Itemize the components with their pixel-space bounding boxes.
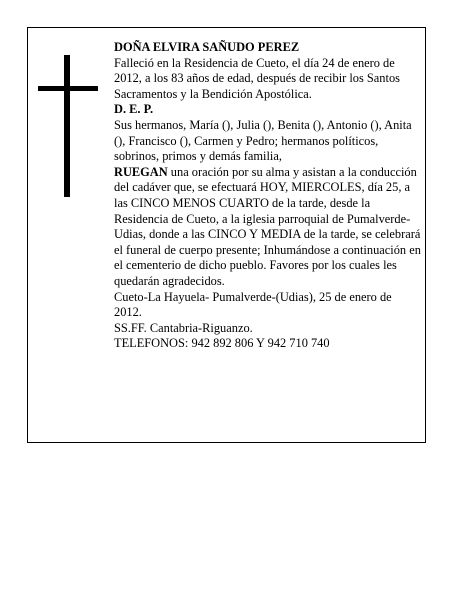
cross-horizontal-bar xyxy=(38,86,98,91)
rip-heading: D. E. P. xyxy=(114,102,154,117)
phone-numbers: TELEFONOS: 942 892 806 Y 942 710 740 xyxy=(114,336,330,351)
cross-vertical-bar xyxy=(64,55,70,197)
obituary-text xyxy=(114,40,422,352)
funeral-request xyxy=(114,165,422,290)
funeral-services: SS.FF. Cantabria-Riguanzo. xyxy=(114,320,253,335)
deceased-name: DOÑA ELVIRA SAÑUDO PEREZ xyxy=(114,40,300,54)
family-list: Sus hermanos, María (), Julia (), Benita (), Antonio (), Anita (), Francisco (), Carmen y Pedro; hermanos políticos, sobrinos, primos y demás familia, xyxy=(114,117,412,164)
request-keyword: RUEGAN xyxy=(114,164,168,179)
request-body: una oración por su alma y asistan a la conducción del cadáver que, se efectuará HOY, MIERCOLES, día 25, a las CINCO MENOS CUARTO de la tarde, desde la Residencia de Cueto, a la iglesia parroquial de Pumalverde-Udias, donde a las CINCO Y MEDIA de la tarde, se celebrará el funeral de cuerpo presente; Inhumándose a continuación en el cementerio de dicho pueblo. Favores por los cuales les quedarán agradecidos. xyxy=(114,164,421,288)
cross-icon xyxy=(38,55,98,197)
death-statement: Falleció en la Residencia de Cueto, el día 24 de enero de 2012, a los 83 años de edad, después de recibir los Santos Sacramentos y la Bendición Apostólica. xyxy=(114,55,400,101)
place-date: Cueto-La Hayuela- Pumalverde-(Udias), 25 de enero de 2012. xyxy=(114,289,392,320)
